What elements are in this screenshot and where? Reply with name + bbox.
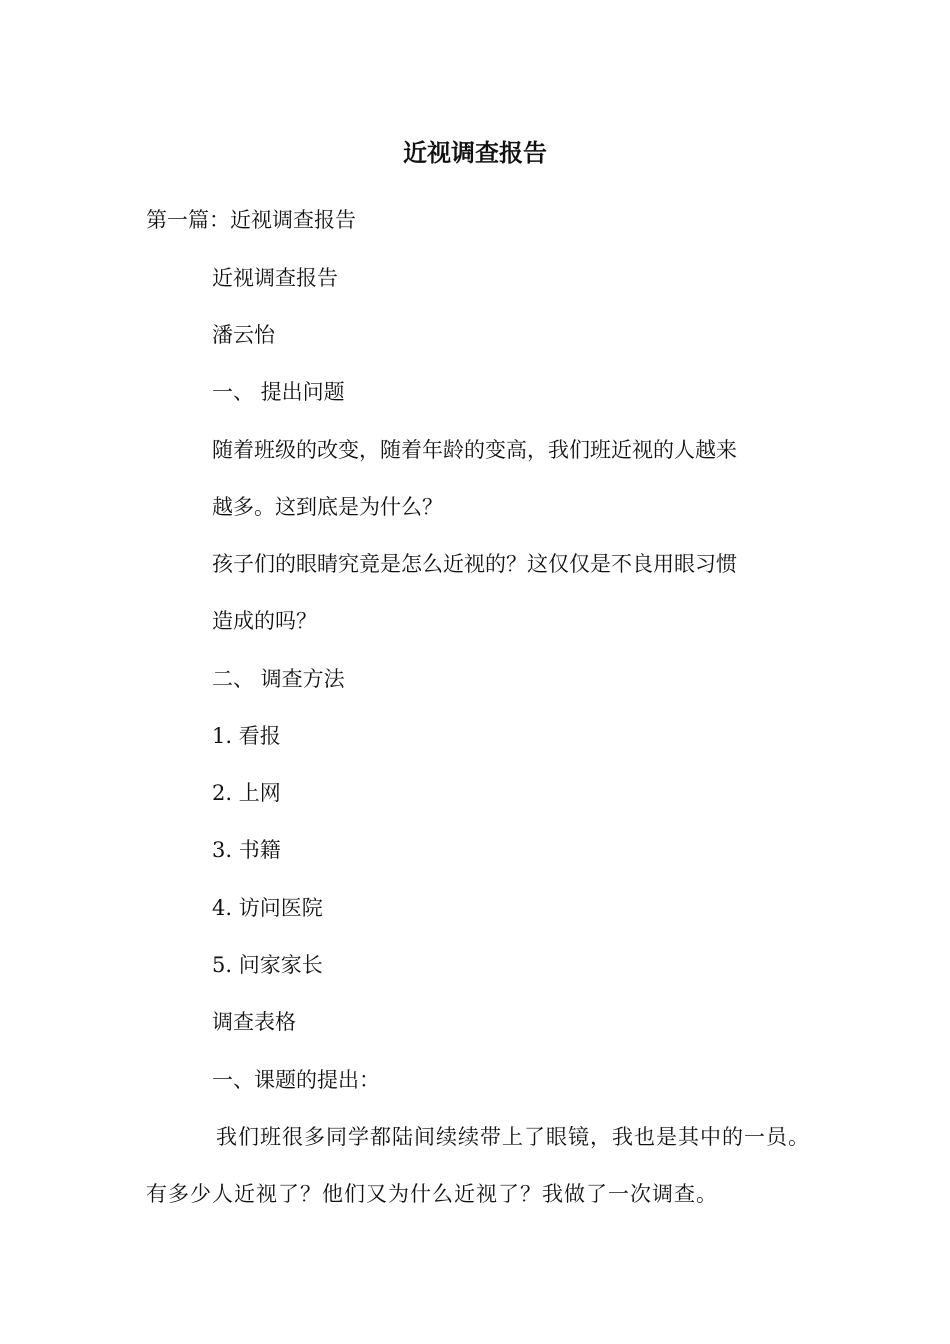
paragraph-line: 有多少人近视了？他们又为什么近视了？我做了一次调查。	[146, 1182, 718, 1206]
author-name: 潘云怡	[212, 323, 275, 347]
list-item: 5. 问家家长	[212, 953, 323, 977]
subheading: 一、课题的提出：	[212, 1068, 380, 1092]
list-item: 4. 访问医院	[212, 896, 323, 920]
paragraph-line: 造成的吗？	[212, 609, 317, 633]
list-item: 3. 书籍	[212, 838, 281, 862]
section-heading-1: 一、 提出问题	[212, 380, 345, 404]
paragraph-line: 随着班级的改变，随着年龄的变高，我们班近视的人越来	[212, 438, 737, 462]
paragraph-line: 越多。这到底是为什么？	[212, 495, 443, 519]
document-title: 近视调查报告	[403, 139, 547, 167]
report-title: 近视调查报告	[212, 266, 338, 290]
paragraph-line: 我们班很多同学都陆间续续带上了眼镜，我也是其中的一员。	[216, 1125, 810, 1149]
paragraph-line: 孩子们的眼睛究竟是怎么近视的？这仅仅是不良用眼习惯	[212, 552, 737, 576]
subheading: 调查表格	[212, 1010, 296, 1034]
list-item: 2. 上网	[212, 781, 281, 805]
chapter-heading: 第一篇：近视调查报告	[146, 208, 356, 232]
list-item: 1. 看报	[212, 724, 281, 748]
section-heading-2: 二、 调查方法	[212, 667, 345, 691]
